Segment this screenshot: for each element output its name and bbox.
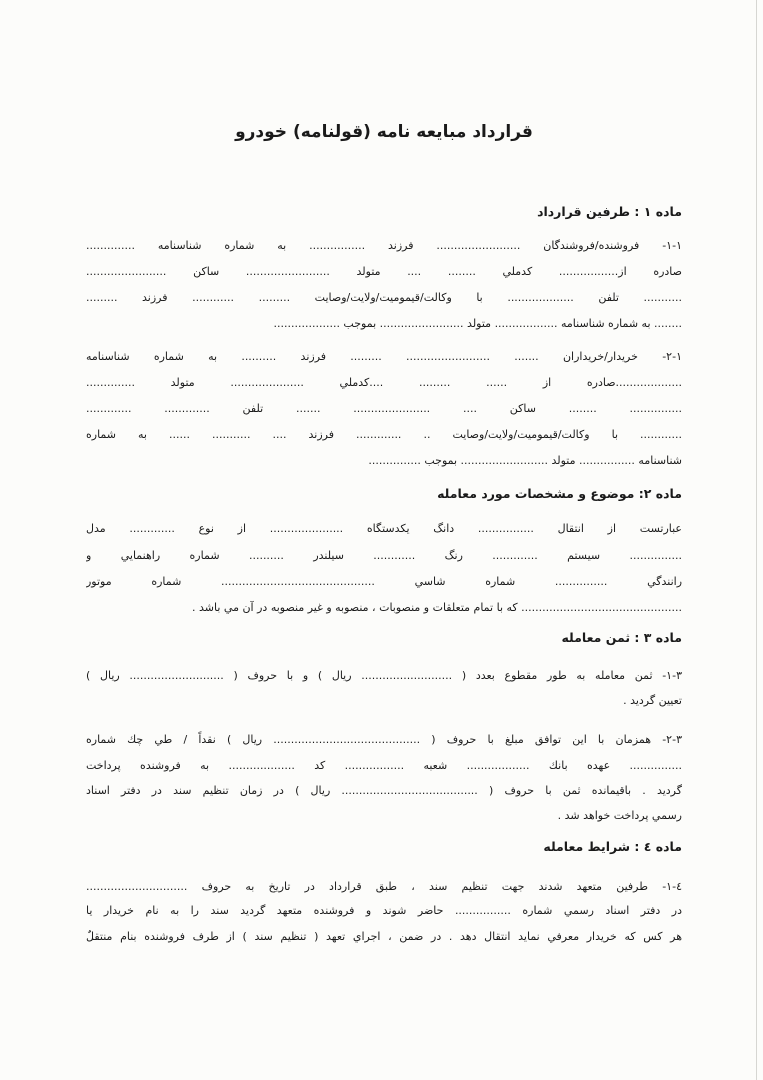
- section-2-heading: ماده ٢: موضوع و مشخصات مورد معامله: [437, 486, 682, 501]
- section-3-line-5: گرديد . باقيمانده ثمن با حروف ( ....................................... ريال ) در زمان تنظيم سند در دفتر اسناد: [86, 784, 682, 797]
- section-4-line-3: هر كس كه خريدار معرفي نمايد انتقال دهد . در ضمن ، اجراي تعهد ( تنظيم سند ) از طرف فروشنده بنام منتقلٌ: [86, 930, 682, 943]
- section-3-line-1: ٣-١- ثمن معامله به طور مقطوع بعدد ( .......................... ريال ) و با حروف ( ........................... ريال ): [86, 669, 682, 682]
- section-1-line-3: ........... تلفن ................... با وكالت/قيموميت/ولايت/وصايت ......... ............ فرزند .........: [86, 291, 682, 304]
- section-4-line-2: در دفتر اسناد رسمي شماره ................ حاضر شوند و فروشنده متعهد گرديد سند را به نام خريدار يا: [86, 904, 682, 917]
- page-edge: [756, 0, 757, 1080]
- section-1-line-2: صادره از................. كدملي ........ .... متولد ........................ ساكن .......................: [86, 265, 682, 278]
- contract-document: [86, 0, 682, 1080]
- section-2-line-4: .............................................. كه با تمام متعلقات و منصوبات ، منصوبه و غير منصوبه در آن مي باشد .: [192, 601, 682, 614]
- section-2-line-3: رانندگي ............... شماره شاسي ............................................ شماره موتور: [86, 575, 682, 588]
- section-4-line-1: ٤-١- طرفين متعهد شدند جهت تنظيم سند ، طبق قرارداد در تاريخ به حروف .............................: [86, 880, 682, 893]
- section-3-line-4: ............... عهده بانك .................. شعبه ................. كد ................... به فروشنده پرداخت: [86, 759, 682, 772]
- section-1-line-1: ١-١- فروشنده/فروشندگان ........................ فرزند ................ به شماره شناسنامه ..............: [86, 239, 682, 252]
- section-2-line-1: عبارتست از انتقال ................ دانگ يكدستگاه ..................... از نوع ............. مدل: [86, 522, 682, 535]
- section-3-line-3: ٣-٢- همزمان با اين توافق مبلغ با حروف ( .......................................... ريال ) نقداً / طي چك شماره: [86, 733, 682, 746]
- section-1-line-8: ............ با وكالت/قيموميت/ولايت/وصايت .. ............. فرزند .... ........... ...... به شماره: [86, 428, 682, 441]
- section-1-line-6: ...................صادره از ...... ......... ....كدملي ..................... متولد ..............: [86, 376, 682, 389]
- section-1-heading: ماده ١ : طرفين قرارداد: [537, 204, 682, 219]
- section-2-line-2: ............... سيستم ............. رنگ ............ سيلندر .......... شماره راهنمايي و: [86, 549, 682, 562]
- section-1-line-4: ........ به شماره شناسنامه .................. متولد ........................ بموجب ...................: [273, 317, 682, 330]
- section-3-heading: ماده ٣ : ثمن معامله: [561, 630, 682, 645]
- section-1-line-7: ............... ........ ساكن .... ...................... ....... تلفن ............. .............: [86, 402, 682, 415]
- section-3-line-6: رسمي پرداخت خواهد شد .: [557, 809, 682, 822]
- section-3-line-2: تعيين گرديد .: [623, 694, 682, 707]
- section-1-line-9: شناسنامه ................ متولد ......................... بموجب ...............: [368, 454, 682, 467]
- section-1-line-5: ١-٢- خريدار/خريداران ....... ........................ ......... فرزند .......... به شماره شناسنامه: [86, 350, 682, 363]
- section-4-heading: ماده ٤ : شرايط معامله: [543, 839, 682, 854]
- document-title: قرارداد مبايعه نامه (قولنامه) خودرو: [235, 122, 533, 142]
